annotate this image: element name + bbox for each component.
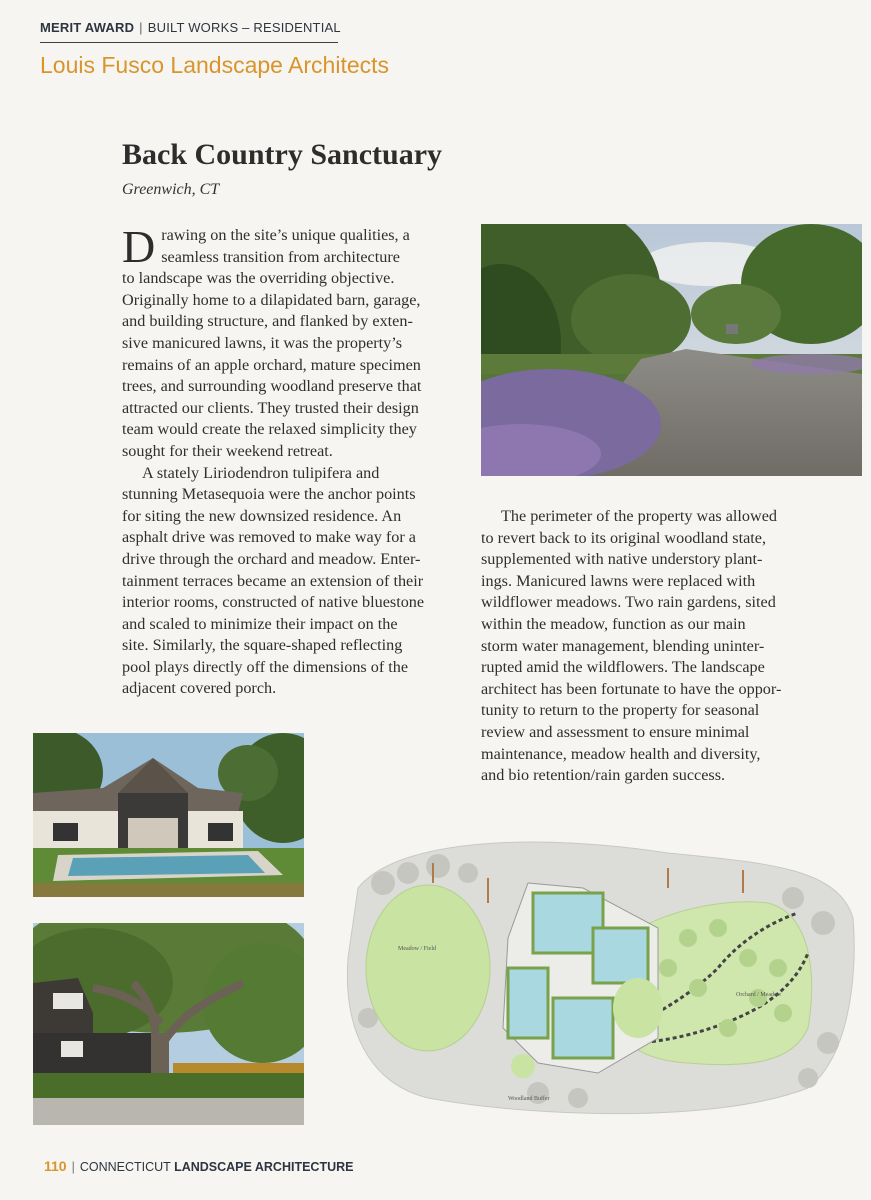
header-separator: | — [139, 20, 143, 35]
text-line: tunity to return to the property for seasonal — [481, 701, 760, 720]
right-column-text — [481, 506, 821, 787]
text-line: rupted amid the wildflowers. The landscape — [481, 658, 765, 677]
text-line: sive manicured lawns, it was the property’s — [122, 333, 403, 352]
text-line: and bio retention/rain garden success. — [481, 766, 726, 785]
text-line: seamless transition from architecture — [161, 247, 400, 266]
text-line: adjacent covered porch. — [122, 679, 277, 698]
text-line: trees, and surrounding woodland preserve that — [122, 377, 422, 396]
text-line: supplemented with native understory plant- — [481, 550, 763, 569]
text-line: maintenance, meadow health and diversity, — [481, 744, 761, 763]
text-line: wildflower meadows. Two rain gardens, sited — [481, 593, 776, 612]
text-line: for siting the new downsized residence. An — [122, 506, 402, 525]
footer-separator: | — [71, 1160, 75, 1174]
text-line: interior rooms, constructed of native bluestone — [122, 593, 425, 612]
firm-name: Louis Fusco Landscape Architects — [40, 52, 390, 78]
text-line: A stately Liriodendron tulipifera and — [142, 463, 380, 482]
text-line: and scaled to minimize their impact on the — [122, 614, 398, 633]
category-label: BUILT WORKS – RESIDENTIAL — [147, 20, 341, 35]
label-woodland-buffer: Woodland Buffer — [508, 1096, 550, 1102]
text-line: architect has been fortunate to have the oppor- — [481, 679, 782, 698]
text-line: tainment terraces became an extension of their — [122, 571, 424, 590]
photo-large-tree — [33, 923, 304, 1125]
text-line: review and assessment to ensure minimal — [481, 722, 750, 741]
photo-gravel-drive — [481, 224, 862, 476]
text-line: sought for their weekend retreat. — [122, 441, 333, 460]
text-line: Originally home to a dilapidated barn, garage, — [122, 290, 421, 309]
text-line: to revert back to its original woodland state, — [481, 528, 767, 547]
text-line: storm water management, blending uninter- — [481, 636, 765, 655]
text-line: stunning Metasequoia were the anchor points — [122, 485, 416, 504]
publication-name: LANDSCAPE ARCHITECTURE — [174, 1160, 354, 1174]
text-line: site. Similarly, the square-shaped reflecting — [122, 636, 403, 655]
left-column-text — [122, 221, 462, 700]
text-line: rawing on the site’s unique qualities, a — [161, 226, 410, 244]
section-header — [40, 20, 341, 35]
text-line: remains of an apple orchard, mature specimen — [122, 355, 421, 374]
article-location: Greenwich, CT — [122, 181, 220, 198]
label-orchard-meadow: Orchard / Meadow — [736, 992, 782, 998]
label-meadow-field: Meadow / Field — [398, 946, 436, 952]
text-line: within the meadow, function as our main — [481, 614, 746, 633]
text-line: The perimeter of the property was allowed — [501, 507, 777, 525]
page-footer — [44, 1158, 353, 1174]
publication-prefix: CONNECTICUT — [79, 1160, 171, 1174]
text-line: drive through the orchard and meadow. Enter- — [122, 549, 421, 568]
text-line: ings. Manicured lawns were replaced with — [481, 571, 756, 590]
text-line: pool plays directly off the dimensions of the — [122, 657, 409, 676]
text-line: asphalt drive was removed to make way for a — [122, 528, 416, 547]
text-line: to landscape was the overriding objective. — [122, 269, 395, 288]
photo-pool-house — [33, 733, 304, 897]
site-plan — [338, 828, 860, 1123]
text-line: and building structure, and flanked by exten- — [122, 312, 413, 331]
text-line: team would create the relaxed simplicity they — [122, 420, 417, 439]
header-rule — [40, 42, 338, 43]
article-title: Back Country Sanctuary — [122, 138, 443, 171]
award-label: MERIT AWARD — [40, 20, 135, 35]
page-number: 110 — [44, 1158, 67, 1174]
text-line: attracted our clients. They trusted their design — [122, 398, 419, 417]
drop-cap: D — [122, 221, 156, 272]
